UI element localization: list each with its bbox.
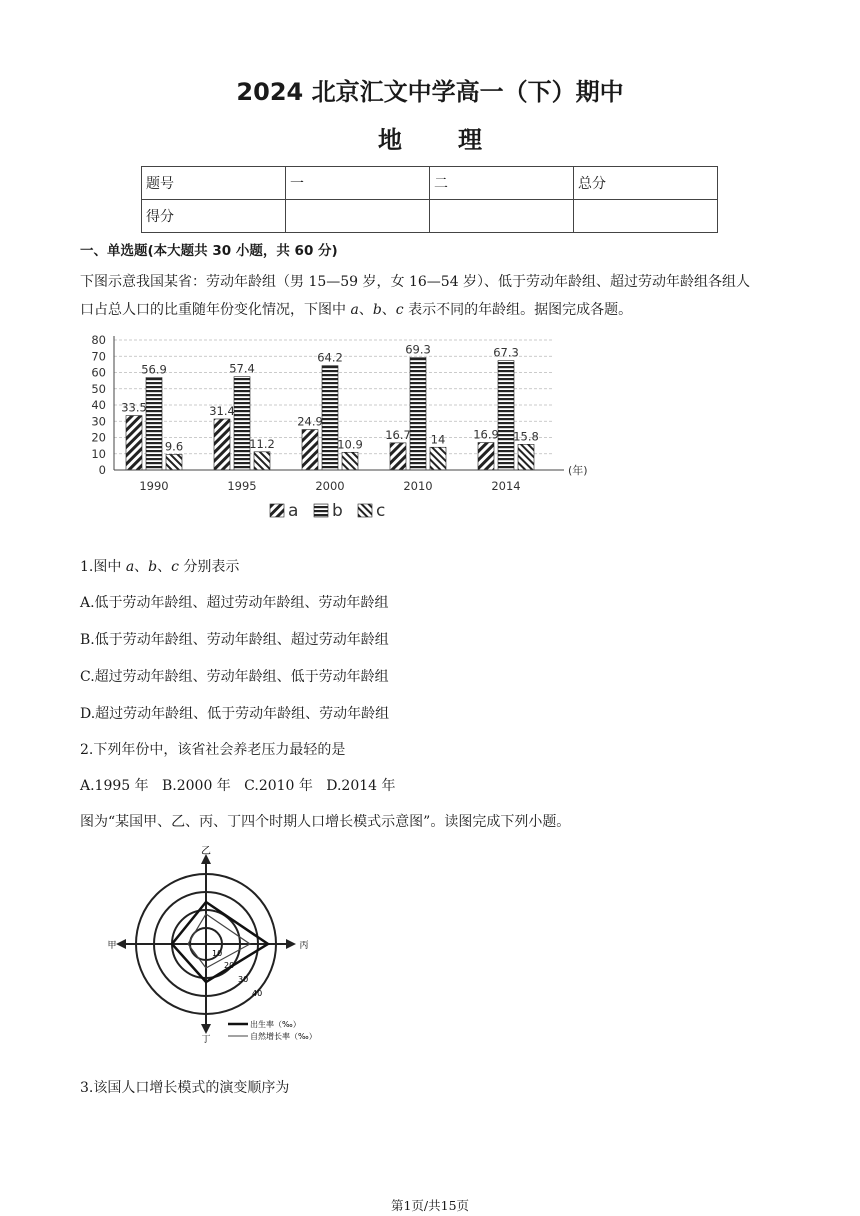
intro-line-2: 口占总人口的比重随年份变化情况，下图中 a、b、c 表示不同的年龄组。据图完成各题。 xyxy=(80,302,633,318)
bar-c-1990 xyxy=(166,454,182,470)
legend-growth-label: 自然增长率（‰） xyxy=(250,1032,317,1041)
question-1-option-a: A.低于劳动年龄组、超过劳动年龄组、劳动年龄组 xyxy=(80,595,389,611)
ring-label-30: 30 xyxy=(238,975,249,984)
x-tick-label: 2014 xyxy=(491,479,521,493)
intro-2: 图为“某国甲、乙、丙、丁四个时期人口增长模式示意图”。读图完成下列小题。 xyxy=(80,814,571,830)
var-c: c xyxy=(171,559,179,575)
x-tick-label: 2010 xyxy=(403,479,433,493)
y-tick-label: 40 xyxy=(91,398,106,412)
subject-char-2: 理 xyxy=(458,126,482,154)
bar-c-1995 xyxy=(254,452,270,470)
bar-c-2014 xyxy=(518,444,534,470)
data-label: 16.7 xyxy=(385,427,411,442)
bar-b-1990 xyxy=(146,378,162,470)
y-tick-label: 30 xyxy=(91,414,106,429)
y-tick-label: 20 xyxy=(91,430,106,445)
bar-a-2014 xyxy=(478,443,494,470)
x-tick-label: 2000 xyxy=(315,479,345,493)
score-cell xyxy=(574,200,718,233)
page-footer: 第1页/共15页 xyxy=(390,1198,470,1213)
question-2-stem: 2.下列年份中，该省社会养老压力最轻的是 xyxy=(80,742,346,758)
data-label: 15.8 xyxy=(513,429,539,444)
x-unit-label: (年) xyxy=(568,464,588,477)
legend-label-c: c xyxy=(376,501,386,521)
section-heading: 一、单选题(本大题共 30 小题，共 60 分) xyxy=(80,243,338,259)
intro-line-1: 下图示意我国某省：劳动年龄组（男 15—59 岁，女 16—54 岁）、低于劳动年龄组、超过劳动年龄组各组人 xyxy=(80,274,751,290)
ring-label-10: 10 xyxy=(212,949,223,958)
var-c: c xyxy=(395,302,404,318)
data-label: 24.9 xyxy=(297,414,323,429)
arrow-right xyxy=(286,939,296,949)
bar-a-1990 xyxy=(126,416,142,470)
score-cell xyxy=(430,200,574,233)
subject-char-1: 地 xyxy=(378,126,402,154)
var-a: a xyxy=(125,559,135,575)
score-cell: 一 xyxy=(286,167,430,200)
data-label: 56.9 xyxy=(141,362,167,377)
y-tick-label: 70 xyxy=(91,349,106,364)
label-yi: 乙 xyxy=(201,846,211,857)
data-label: 69.3 xyxy=(405,342,431,357)
data-label: 14 xyxy=(430,432,446,447)
x-tick-label: 1995 xyxy=(227,479,257,493)
score-table-row xyxy=(142,167,718,200)
score-cell xyxy=(286,200,430,233)
var-a: a xyxy=(350,302,359,318)
bar-b-2010 xyxy=(410,357,426,470)
age-group-bar-chart xyxy=(80,330,600,540)
data-label: 57.4 xyxy=(229,361,255,376)
legend-birth-label: 出生率（‰） xyxy=(250,1020,301,1029)
question-1-option-b: B.低于劳动年龄组、劳动年龄组、超过劳动年龄组 xyxy=(80,632,389,648)
score-table-row xyxy=(142,200,718,233)
question-1-stem: 1.图中 a、b、c 分别表示 xyxy=(80,559,240,575)
exam-title: 2024 北京汇文中学高一（下）期中 xyxy=(236,78,624,106)
data-label: 10.9 xyxy=(337,437,363,452)
data-label: 11.2 xyxy=(249,436,275,451)
question-1-option-c: C.超过劳动年龄组、劳动年龄组、低于劳动年龄组 xyxy=(80,669,389,685)
data-label: 67.3 xyxy=(493,345,519,360)
bar-a-2010 xyxy=(390,443,406,470)
subject-title xyxy=(0,120,860,155)
legend-label-b: b xyxy=(332,501,343,521)
legend-label-a: a xyxy=(288,501,299,521)
var-b: b xyxy=(372,302,382,318)
x-tick-label: 1990 xyxy=(139,479,169,493)
y-tick-label: 50 xyxy=(91,381,106,396)
data-label: 9.6 xyxy=(164,439,184,454)
y-tick-label: 80 xyxy=(91,333,106,347)
question-2-options: A.1995 年 B.2000 年 C.2010 年 D.2014 年 xyxy=(80,778,396,794)
bar-c-2000 xyxy=(342,452,358,470)
question-3-stem: 3.该国人口增长模式的演变顺序为 xyxy=(80,1080,290,1096)
data-label: 33.5 xyxy=(121,400,147,415)
score-cell: 得分 xyxy=(142,200,286,233)
population-growth-radar-diagram xyxy=(100,842,340,1052)
y-tick-label: 60 xyxy=(91,365,106,380)
bar-b-2014 xyxy=(498,361,514,470)
label-bing: 丙 xyxy=(299,941,309,951)
var-b: b xyxy=(148,559,158,575)
arrow-bottom xyxy=(201,1024,211,1034)
bar-a-1995 xyxy=(214,419,230,470)
y-tick-label: 0 xyxy=(98,463,106,477)
label-ding: 丁 xyxy=(201,1035,211,1045)
bar-a-2000 xyxy=(302,430,318,470)
y-tick-label: 10 xyxy=(91,446,106,461)
score-table xyxy=(141,166,718,233)
legend-swatch-b xyxy=(314,504,328,517)
score-cell: 二 xyxy=(430,167,574,200)
score-cell: 题号 xyxy=(142,167,286,200)
intro-paragraph xyxy=(80,268,790,324)
score-cell: 总分 xyxy=(574,167,718,200)
label-jia: 甲 xyxy=(107,941,117,951)
bar-b-2000 xyxy=(322,366,338,470)
legend-swatch-c xyxy=(358,504,372,517)
legend-swatch-a xyxy=(270,504,284,517)
bar-c-2010 xyxy=(430,447,446,470)
data-label: 31.4 xyxy=(209,403,235,418)
data-label: 16.9 xyxy=(473,427,499,442)
bar-b-1995 xyxy=(234,377,250,470)
ring-label-20: 20 xyxy=(224,961,235,970)
question-1-option-d: D.超过劳动年龄组、低于劳动年龄组、劳动年龄组 xyxy=(80,706,390,722)
data-label: 64.2 xyxy=(317,350,343,365)
arrow-left xyxy=(116,939,126,949)
ring-label-40: 40 xyxy=(252,989,263,998)
